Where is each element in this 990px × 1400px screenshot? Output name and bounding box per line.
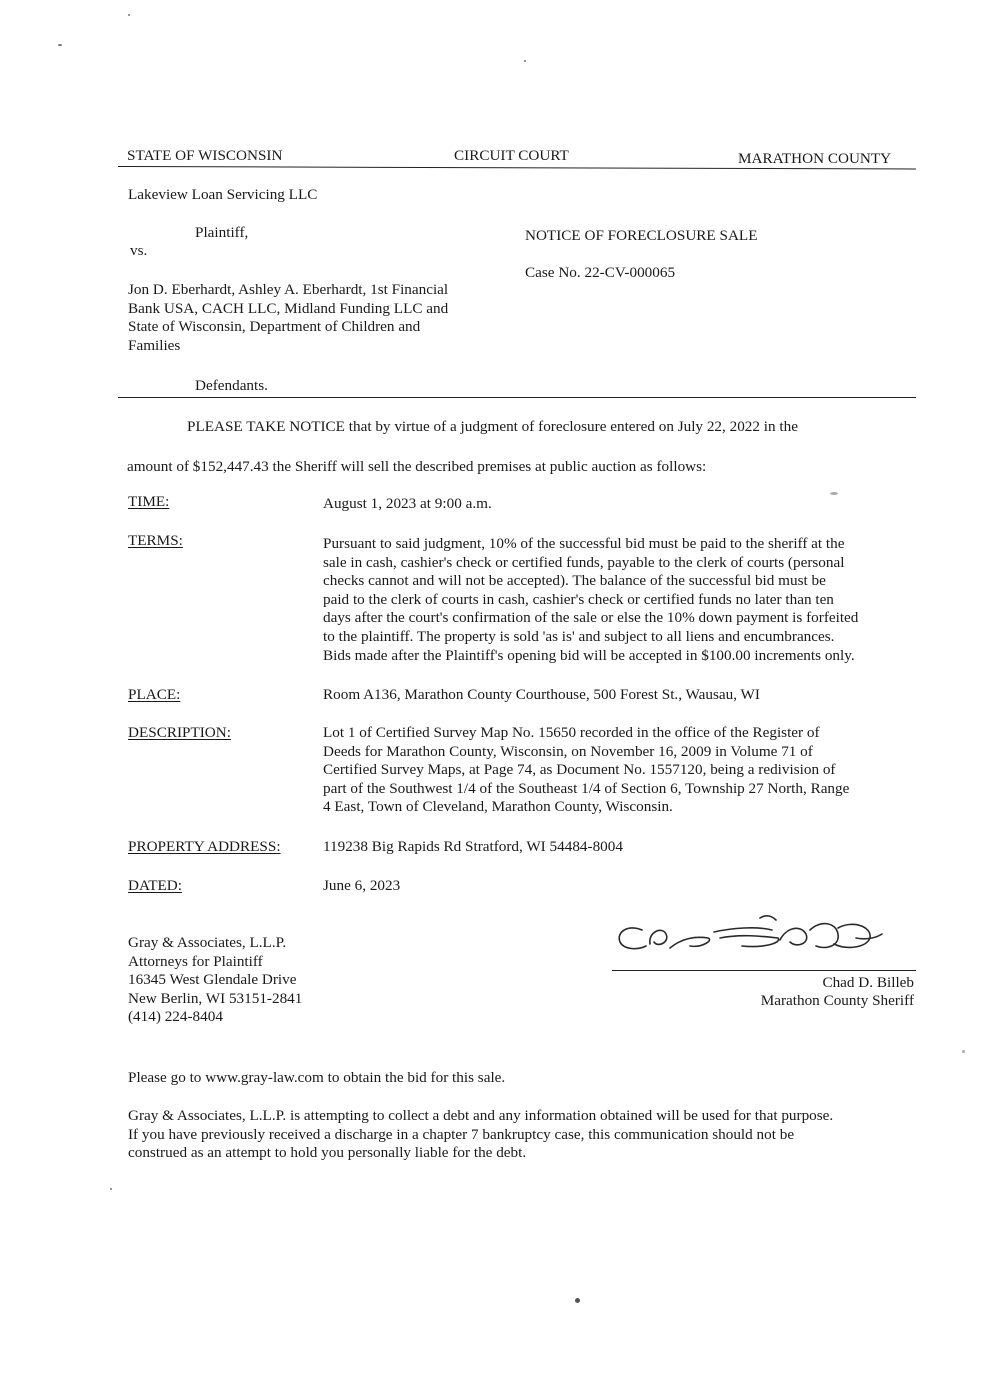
description-line: Deeds for Marathon County, Wisconsin, on November 16, 2009 in Volume 71 of — [323, 742, 813, 760]
terms-line: Bids made after the Plaintiff's opening bid will be accepted in $100.00 increments only. — [323, 646, 855, 664]
terms-line: days after the court's confirmation of the sale or else the 10% down payment is forfeited — [323, 609, 859, 627]
scan-speck — [962, 1050, 965, 1053]
property-address-label: PROPERTY ADDRESS: — [128, 838, 281, 855]
terms-line: paid to the clerk of courts in cash, cashier's check or certified funds no later than ten — [323, 590, 834, 608]
attorney-block — [128, 934, 302, 1027]
sheriff-title: Marathon County Sheriff — [760, 992, 914, 1009]
terms-label: TERMS: — [128, 532, 183, 549]
scan-speck — [128, 14, 130, 16]
defendants-line: State of Wisconsin, Department of Children and — [128, 318, 421, 336]
dated-value: June 6, 2023 — [323, 877, 401, 894]
attorney-phone: (414) 224-8404 — [128, 1008, 223, 1026]
description-line: part of the Southwest 1/4 of the Southeast 1/4 of Section 6, Township 27 North, Range — [323, 779, 850, 797]
terms-line: checks cannot and will not be accepted). The balance of the successful bid must be — [323, 572, 826, 590]
time-value: August 1, 2023 at 9:00 a.m. — [323, 495, 492, 512]
description-line: Lot 1 of Certified Survey Map No. 15650 recorded in the office of the Register of — [323, 724, 820, 741]
defendants-line: Jon D. Eberhardt, Ashley A. Eberhardt, 1st Financial — [128, 281, 449, 298]
defendants-line: Families — [128, 336, 181, 354]
property-address-value: 119238 Big Rapids Rd Stratford, WI 54484-8004 — [323, 838, 623, 855]
time-label: TIME: — [128, 493, 170, 510]
court-name: CIRCUIT COURT — [454, 147, 569, 164]
defendants-line: Bank USA, CACH LLC, Midland Funding LLC and — [128, 299, 449, 317]
scan-speck — [830, 492, 838, 495]
versus-label: vs. — [130, 242, 148, 259]
defendants-list — [128, 281, 448, 355]
description-text — [323, 724, 849, 817]
attorney-street: 16345 West Glendale Drive — [128, 971, 297, 989]
debt-collection-notice — [128, 1107, 833, 1163]
attorney-role: Attorneys for Plaintiff — [128, 952, 263, 970]
terms-line: Pursuant to said judgment, 10% of the successful bid must be paid to the sheriff at the — [323, 535, 845, 552]
notice-intro-line-1: PLEASE TAKE NOTICE that by virtue of a judgment of foreclosure entered on July 22, 2022 in the — [187, 418, 798, 435]
bid-notice: Please go to www.gray-law.com to obtain the bid for this sale. — [128, 1069, 506, 1086]
dated-label: DATED: — [128, 877, 182, 894]
description-line: Certified Survey Maps, at Page 74, as Document No. 1557120, being a redivision of — [323, 761, 836, 779]
document-title: NOTICE OF FORECLOSURE SALE — [525, 227, 758, 244]
scan-speck — [524, 60, 526, 62]
scan-speck — [110, 1188, 112, 1190]
case-number: Case No. 22-CV-000065 — [525, 264, 676, 281]
caption-bottom-rule — [118, 397, 916, 398]
plaintiff-name: Lakeview Loan Servicing LLC — [128, 186, 318, 203]
place-value: Room A136, Marathon County Courthouse, 500 Forest St., Wausau, WI — [323, 686, 760, 703]
terms-text — [323, 535, 858, 665]
debt-notice-line: If you have previously received a discharge in a chapter 7 bankruptcy case, this communication should not be — [128, 1125, 795, 1143]
court-state: STATE OF WISCONSIN — [127, 147, 283, 164]
attorney-firm: Gray & Associates, L.L.P. — [128, 934, 287, 951]
signature-line — [612, 970, 916, 971]
sheriff-name: Chad D. Billeb — [822, 974, 914, 991]
terms-line: sale in cash, cashier's check or certified funds, payable to the clerk of courts (personal — [323, 553, 845, 571]
attorney-city: New Berlin, WI 53151-2841 — [128, 989, 303, 1007]
scan-speck — [58, 44, 62, 46]
notice-intro-line-2: amount of $152,447.43 the Sheriff will sell the described premises at public auction as follows: — [127, 458, 707, 475]
court-county: MARATHON COUNTY — [738, 150, 892, 167]
handwritten-signature — [610, 908, 890, 966]
scan-speck — [575, 1298, 580, 1303]
debt-notice-line: construed as an attempt to hold you personally liable for the debt. — [128, 1144, 527, 1162]
defendants-role: Defendants. — [195, 377, 268, 394]
debt-notice-line: Gray & Associates, L.L.P. is attempting to collect a debt and any information obtained will be used for that purpose. — [128, 1107, 834, 1124]
description-line: 4 East, Town of Cleveland, Marathon County, Wisconsin. — [323, 798, 673, 816]
place-label: PLACE: — [128, 686, 181, 703]
plaintiff-role: Plaintiff, — [195, 224, 249, 241]
terms-line: to the plaintiff. The property is sold 'as is' and subject to all liens and encumbrances. — [323, 627, 835, 645]
description-label: DESCRIPTION: — [128, 724, 231, 741]
